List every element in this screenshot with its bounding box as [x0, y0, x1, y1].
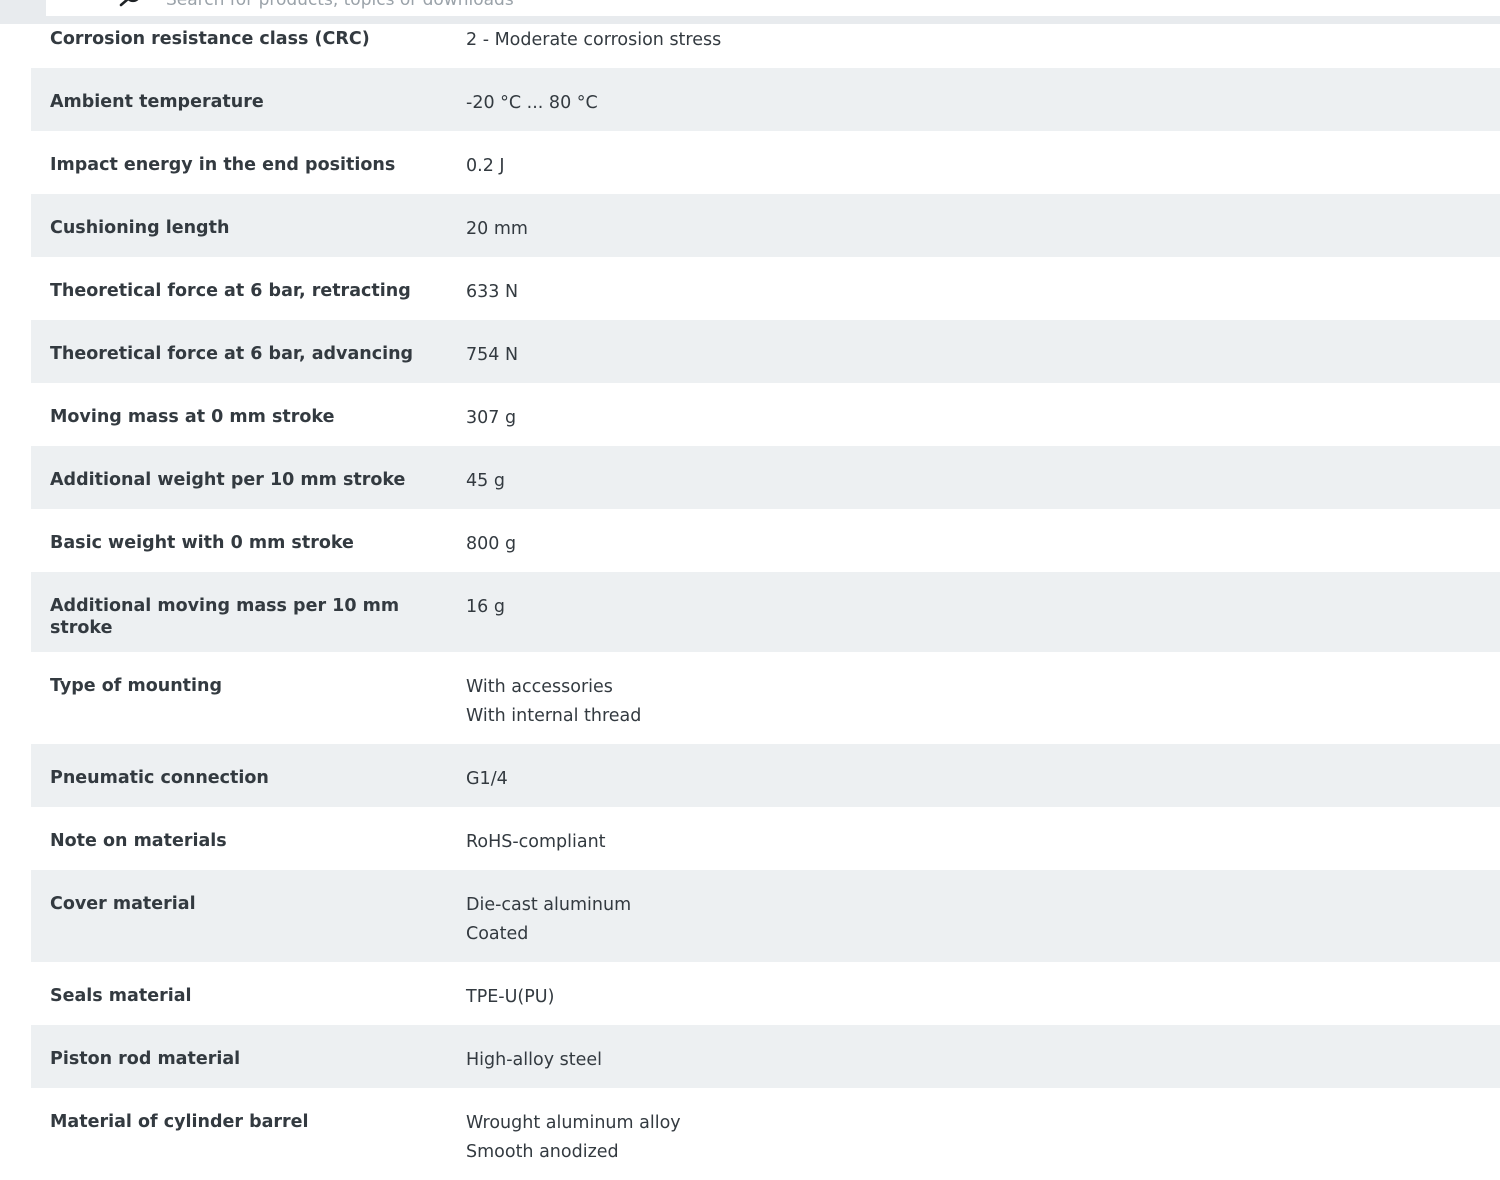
spec-value-line: 307 g — [466, 408, 517, 428]
spec-value-line: -20 °C ... 80 °C — [466, 93, 598, 113]
spec-value-line: 633 N — [466, 282, 519, 302]
spec-value-line: Smooth anodized — [466, 1142, 619, 1162]
spec-value — [466, 1109, 1500, 1167]
spec-value — [466, 828, 1500, 857]
spec-label: Theoretical force at 6 bar, advancing — [50, 344, 414, 364]
spec-label: Material of cylinder barrel — [50, 1112, 309, 1132]
spec-value — [466, 1046, 1500, 1075]
spec-row — [31, 744, 1500, 807]
spec-value — [466, 467, 1500, 496]
spec-value-line: Die-cast aluminum — [466, 895, 632, 915]
spec-value-line: TPE-U(PU) — [466, 987, 555, 1007]
spec-label: Cover material — [50, 894, 196, 914]
spec-value — [466, 404, 1500, 433]
spec-value-line: 16 g — [466, 597, 505, 617]
spec-row — [31, 572, 1500, 652]
spec-value-line: High-alloy steel — [466, 1050, 602, 1070]
spec-label: Corrosion resistance class (CRC) — [50, 29, 370, 49]
spec-label: Pneumatic connection — [50, 768, 269, 788]
spec-label: Additional weight per 10 mm stroke — [50, 470, 406, 490]
spec-label: Impact energy in the end positions — [50, 155, 396, 175]
spec-value — [466, 765, 1500, 794]
spec-value — [466, 983, 1500, 1012]
spec-row — [31, 131, 1500, 194]
spec-row — [31, 7, 1500, 68]
spec-row — [31, 652, 1500, 744]
spec-value-line: 45 g — [466, 471, 505, 491]
spec-value — [466, 530, 1500, 559]
spec-row — [31, 509, 1500, 572]
spec-label: Seals material — [50, 986, 192, 1006]
spec-row — [31, 257, 1500, 320]
spec-label: Theoretical force at 6 bar, retracting — [50, 281, 411, 301]
spec-value — [466, 89, 1500, 118]
spec-value-line: With accessories — [466, 677, 613, 697]
spec-value-line: 800 g — [466, 534, 517, 554]
spec-label: Type of mounting — [50, 676, 223, 696]
spec-row — [31, 1025, 1500, 1088]
spec-label: Piston rod material — [50, 1049, 241, 1069]
spec-value-line: G1/4 — [466, 769, 508, 789]
spec-value — [466, 152, 1500, 181]
spec-value-line: RoHS-compliant — [466, 832, 606, 852]
spec-row — [31, 807, 1500, 870]
spec-value-line: With internal thread — [466, 706, 642, 726]
spec-value — [466, 215, 1500, 244]
spec-value — [466, 341, 1500, 370]
spec-row — [31, 962, 1500, 1025]
spec-label: Ambient temperature — [50, 92, 264, 112]
spec-label: Moving mass at 0 mm stroke — [50, 407, 335, 427]
technical-data-table — [31, 7, 1500, 1180]
spec-row — [31, 194, 1500, 257]
spec-value — [466, 673, 1500, 731]
spec-row — [31, 68, 1500, 131]
spec-value — [466, 891, 1500, 949]
spec-label: Additional moving mass per 10 mm stroke — [50, 596, 400, 638]
spec-value — [466, 278, 1500, 307]
spec-row — [31, 870, 1500, 962]
spec-row — [31, 320, 1500, 383]
spec-row — [31, 1088, 1500, 1180]
spec-value — [466, 26, 1500, 55]
spec-value-line: 20 mm — [466, 219, 528, 239]
spec-value-line: 0.2 J — [466, 156, 505, 176]
spec-row — [31, 383, 1500, 446]
spec-value-line: Coated — [466, 924, 529, 944]
spec-label: Cushioning length — [50, 218, 230, 238]
spec-value-line: Wrought aluminum alloy — [466, 1113, 681, 1133]
spec-label: Note on materials — [50, 831, 227, 851]
spec-label: Basic weight with 0 mm stroke — [50, 533, 354, 553]
spec-row — [31, 446, 1500, 509]
spec-value — [466, 593, 1500, 622]
spec-value-line: 2 - Moderate corrosion stress — [466, 30, 722, 50]
spec-value-line: 754 N — [466, 345, 519, 365]
